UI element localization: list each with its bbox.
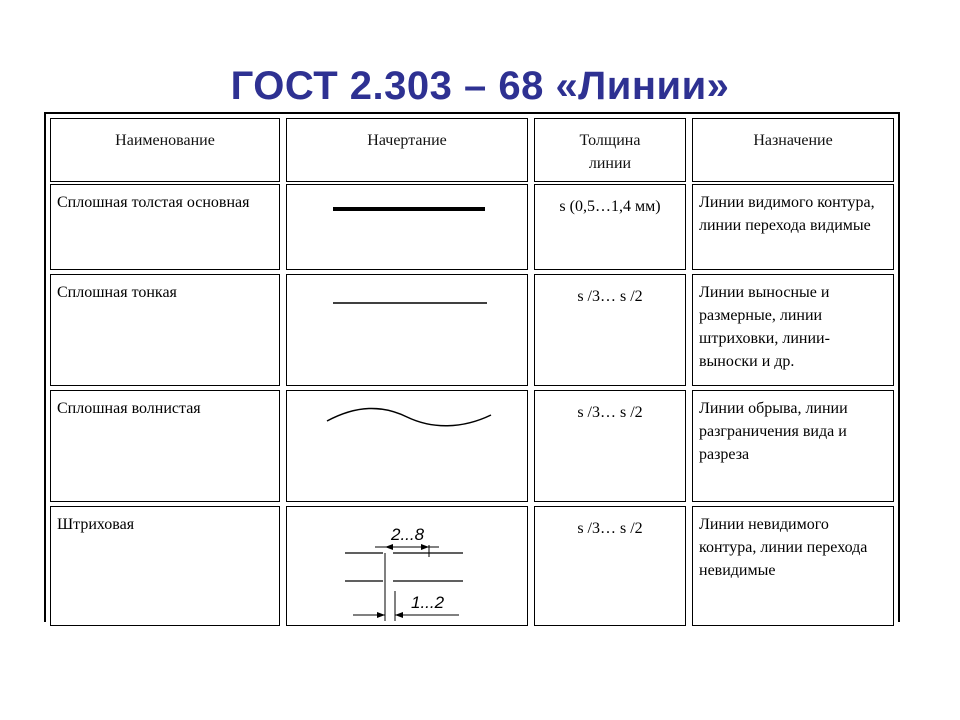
row1-drawing <box>286 184 528 270</box>
dashed-line-dimensions-icon <box>287 507 529 627</box>
row4-thickness: s /3… s /2 <box>534 506 686 626</box>
lines-table <box>44 112 900 622</box>
row2-drawing <box>286 274 528 386</box>
row1-thickness: s (0,5…1,4 мм) <box>534 184 686 270</box>
row2-purpose: Линии выносные и размерные, линии штриховки, линии-выноски и др. <box>692 274 894 386</box>
row1-purpose: Линии видимого контура, линии перехода видимые <box>692 184 894 270</box>
row3-name: Сплошная волнистая <box>50 390 280 502</box>
row4-purpose: Линии невидимого контура, линии перехода невидимые <box>692 506 894 626</box>
row4-drawing <box>286 506 528 626</box>
row2-name: Сплошная тонкая <box>50 274 280 386</box>
gap-length-label: 1...2 <box>411 593 445 612</box>
row4-name: Штриховая <box>50 506 280 626</box>
row2-thickness: s /3… s /2 <box>534 274 686 386</box>
page-title: ГОСТ 2.303 – 68 «Линии» <box>230 64 730 108</box>
solid-thick-line-icon <box>287 185 529 271</box>
row1-name: Сплошная толстая основная <box>50 184 280 270</box>
wavy-line-icon <box>287 391 529 503</box>
row3-purpose: Линии обрыва, линии разграничения вида и разреза <box>692 390 894 502</box>
row3-drawing <box>286 390 528 502</box>
row3-thickness: s /3… s /2 <box>534 390 686 502</box>
dash-length-label: 2...8 <box>391 525 425 544</box>
header-thickness: Толщина линии <box>534 118 686 182</box>
header-name: Наименование <box>50 118 280 182</box>
header-drawing: Начертание <box>286 118 528 182</box>
header-purpose: Назначение <box>692 118 894 182</box>
solid-thin-line-icon <box>287 275 529 387</box>
